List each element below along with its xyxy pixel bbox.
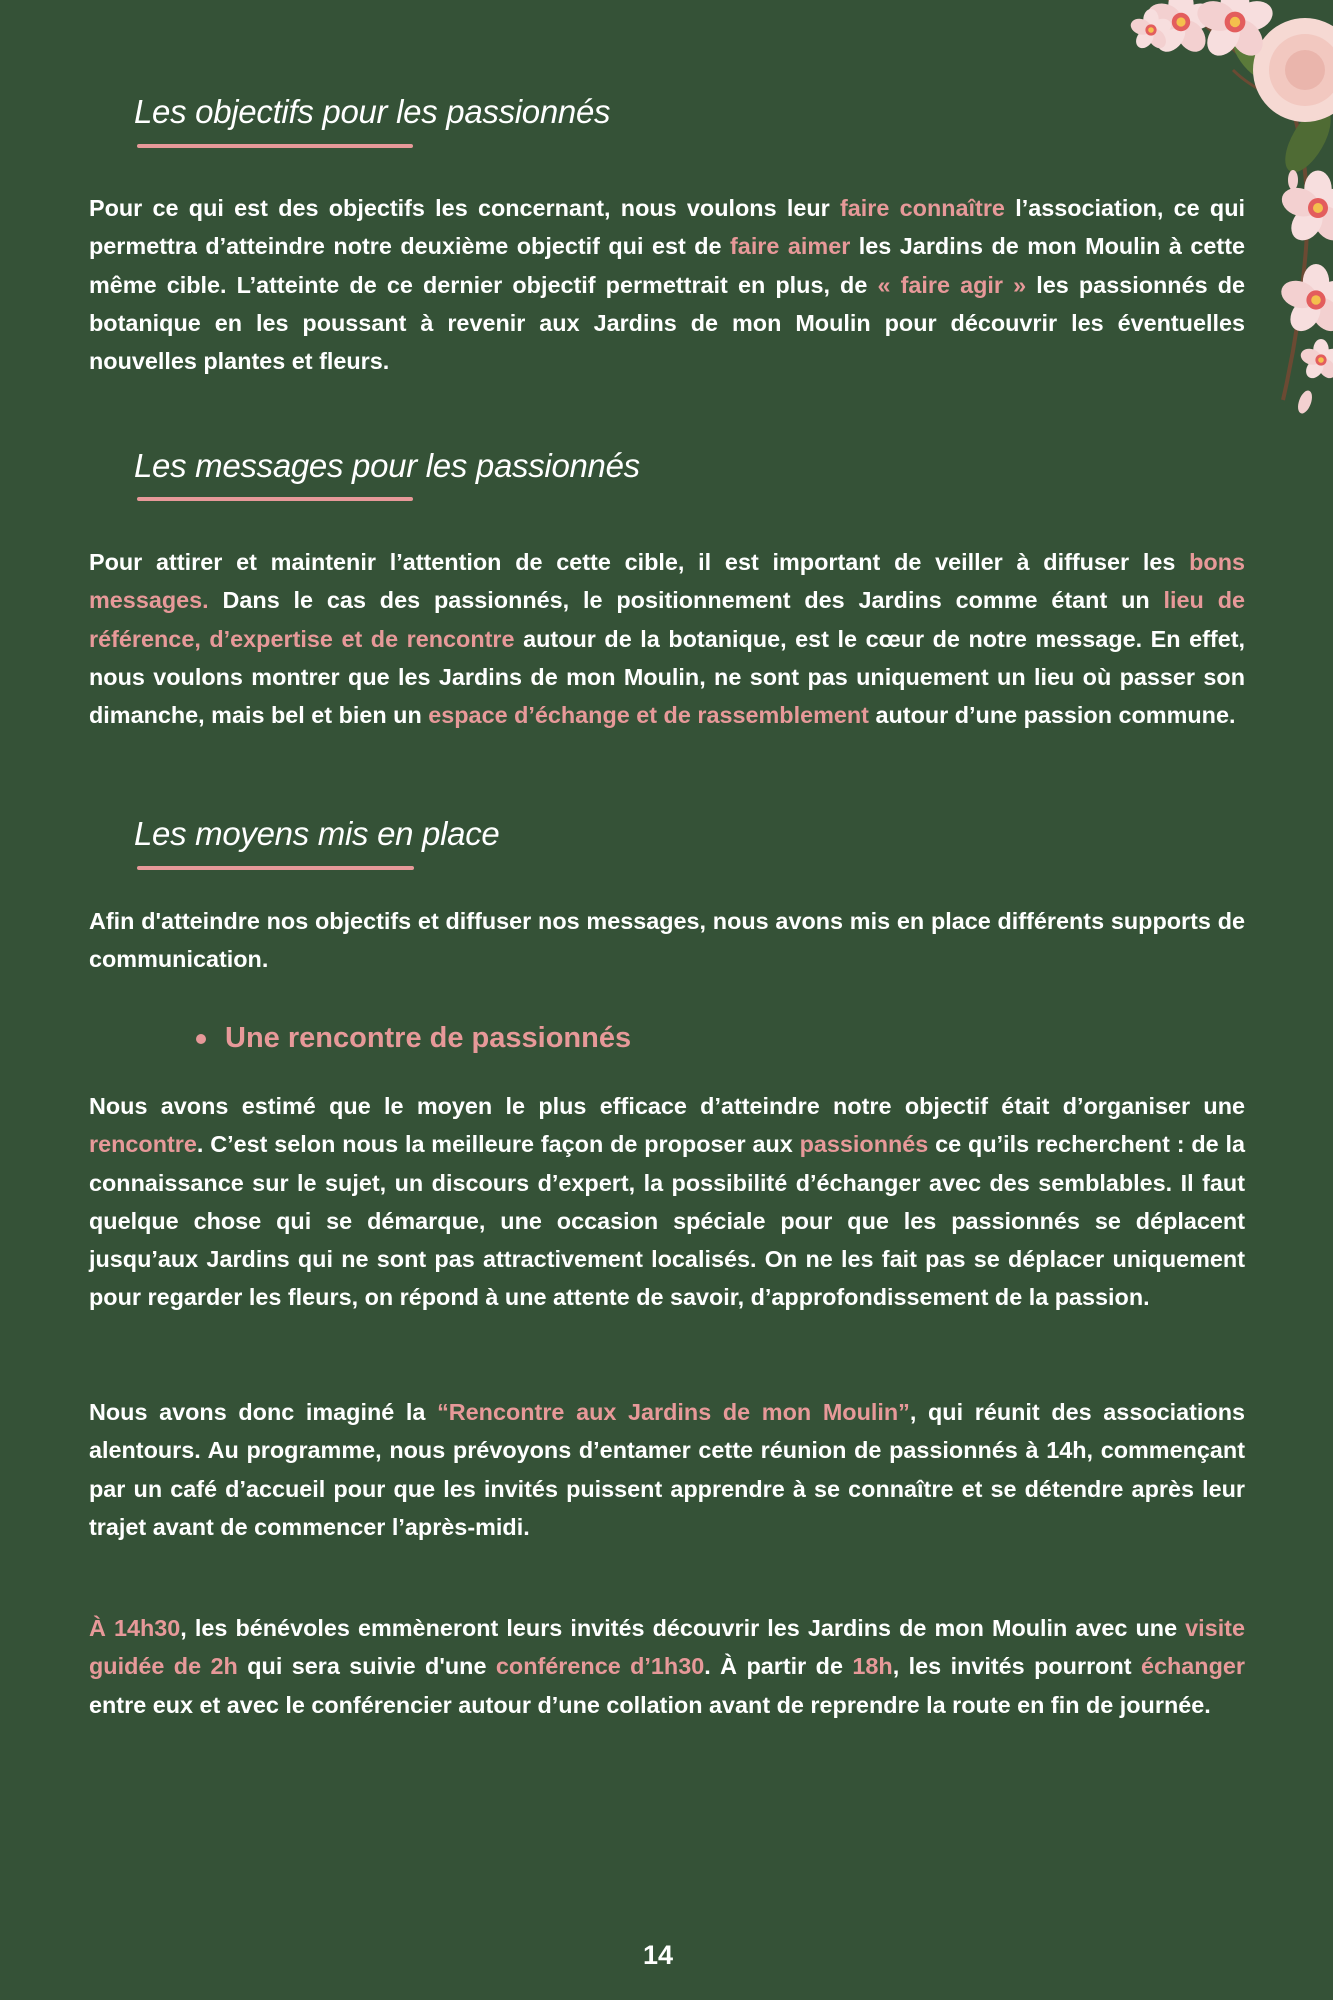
- body-text: Afin d'atteindre nos objectifs et diffuser nos messages, nous avons mis en place différents supports de communication.: [89, 908, 1245, 973]
- body-text: Nous avons donc imaginé la: [89, 1399, 438, 1425]
- highlighted-text: “Rencontre aux Jardins de mon Moulin”: [437, 1399, 910, 1425]
- body-text: les Jardins de mon Moulin à cette même cible. L’atteinte de ce dernier objectif permettrait en plus, de: [89, 233, 1246, 298]
- body-text: Nous avons estimé que le moyen le plus efficace d’atteindre notre objectif était d’organiser une: [89, 1093, 1245, 1119]
- body-text: . À partir de: [704, 1653, 853, 1680]
- highlighted-text: lieu de référence, d’expertise et de rencontre: [89, 587, 1245, 652]
- page-number: 14: [642, 1940, 674, 1970]
- body-text: , les invités pourront: [892, 1653, 1141, 1680]
- body-text: ce qu’ils recherchent : de la connaissance sur le sujet, un discours d’expert, la possibilité d’échanger avec des semblables. Il faut quelque chose qui se démarque, une occasion spéciale pour que les passionnés se déplacent jusqu’aux Jardins qui ne sont pas attractivement localisés. On ne les fait pas se déplacer uniquement pour regarder les fleurs, on répond à une attente de savoir, d’approfondissement de la passion.: [89, 1131, 1245, 1311]
- body-text: entre eux et avec le conférencier autour d’une collation avant de reprendre la route en fin de journée.: [89, 1691, 1211, 1718]
- heading-underline: [137, 144, 413, 148]
- body-text: , les bénévoles emmèneront leurs invités découvrir les Jardins de mon Moulin avec une: [180, 1615, 1186, 1641]
- paragraph-messages: [89, 543, 1245, 734]
- bullet-label: Une rencontre de passionnés: [225, 1022, 632, 1054]
- body-text: . C’est selon nous la meilleure façon de proposer aux: [196, 1131, 800, 1158]
- highlighted-text: bons messages.: [89, 549, 1245, 614]
- section-heading-objectifs: Les objectifs pour les passionnés: [134, 93, 611, 130]
- paragraph-rencontre: [89, 1087, 1245, 1317]
- bullet-item-rencontre: [196, 1022, 631, 1055]
- highlighted-text: conférence d’1h30: [495, 1653, 705, 1680]
- heading-underline: [137, 866, 414, 870]
- highlighted-text: À 14h30: [89, 1615, 181, 1641]
- highlighted-text: échanger: [1140, 1653, 1245, 1680]
- body-text: Pour attirer et maintenir l’attention de cette cible, il est important de veiller à diffuser les: [89, 549, 1190, 575]
- paragraph-objectifs: [89, 189, 1245, 380]
- section-heading-moyens: Les moyens mis en place: [134, 815, 500, 852]
- heading-underline: [137, 497, 413, 501]
- paragraph-programme: [89, 1393, 1245, 1546]
- highlighted-text: espace d’échange et de rassemblement: [428, 702, 869, 729]
- body-text: autour de la botanique, est le cœur de notre message. En effet, nous voulons montrer que les Jardins de mon Moulin, ne sont pas uniquement un lieu où passer son dimanche, mais bel et bien un: [89, 625, 1246, 729]
- body-text: , qui réunit des associations alentours. Au programme, nous prévoyons d’entamer cette réunion de passionnés à 14h, commençant par un café d’accueil pour que les invités puissent apprendre à se connaître et se détendre après leur trajet avant de commencer l’après-midi.: [89, 1399, 1245, 1540]
- body-text: l’association, ce qui permettra d’atteindre notre deuxième objectif qui est de: [89, 195, 1245, 260]
- paragraph-horaires: [89, 1609, 1245, 1724]
- highlighted-text: rencontre: [89, 1131, 197, 1158]
- highlighted-text: 18h: [852, 1653, 893, 1680]
- body-text: Pour ce qui est des objectifs les concernant, nous voulons leur: [89, 195, 840, 221]
- body-text: qui sera suivie d'une: [237, 1653, 496, 1680]
- body-text: les passionnés de botanique en les poussant à revenir aux Jardins de mon Moulin pour découvrir les éventuelles nouvelles plantes et fleurs.: [89, 271, 1246, 375]
- section-heading-messages: Les messages pour les passionnés: [134, 447, 640, 484]
- paragraph-moyens: [89, 902, 1245, 979]
- highlighted-text: « faire agir »: [877, 271, 1027, 298]
- body-text: Dans le cas des passionnés, le positionnement des Jardins comme étant un: [208, 587, 1164, 614]
- body-text: autour d’une passion commune.: [868, 702, 1236, 729]
- highlighted-text: faire aimer: [730, 233, 851, 260]
- bullet-dot: [196, 1034, 206, 1044]
- highlighted-text: faire connaître: [840, 195, 1005, 221]
- highlighted-text: visite guidée de 2h: [89, 1615, 1245, 1680]
- highlighted-text: passionnés: [799, 1131, 929, 1158]
